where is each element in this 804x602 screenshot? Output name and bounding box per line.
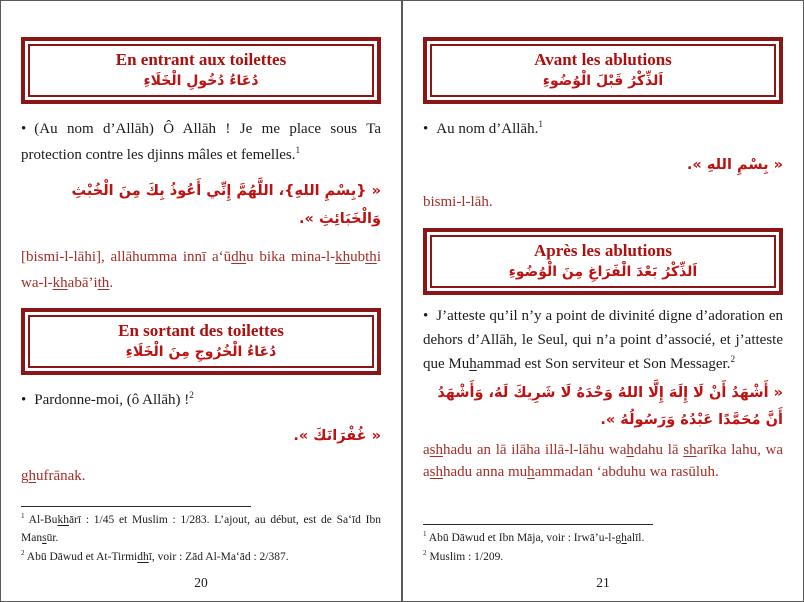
dua-translation-text: J’atteste qu’il n’y a point de divinité digne d’adoration en dehors d’Allāh, le Seul, qui n’a point d’associé, et j’atteste que Muhammad est Son serviteur et Son Messager.$^2$ — [423, 307, 783, 373]
dua-transliteration: ashhadu an lā ilāha illā-l-lāhu wahdahu lā sharīka lahu, wa ashhadu anna muhammadan ‘abduhu wa rasūluh. — [423, 441, 783, 481]
title-box-after-ablutions — [423, 228, 783, 295]
dua-translation-text: (Au nom d’Allāh) Ô Allāh ! Je me place sous Ta protection contre les djinns mâles et femelles.$^1$ — [21, 121, 381, 163]
title-box-inner-frame — [28, 315, 374, 368]
section-title-arabic: دُعَاءُ الْخُرُوجِ مِنَ الْخَلَاءِ — [125, 344, 277, 361]
bullet-icon: • — [423, 307, 429, 324]
title-box-before-ablutions — [423, 37, 783, 104]
footnote: $^1$ Al-Bukhārī : 1/45 et Muslim : 1/283. L’ajout, au début, est de Sa‘īd Ibn Mansūr. — [21, 512, 381, 544]
section-title-french: Avant les ablutions — [534, 50, 672, 69]
dua-arabic-text: « {بِسْمِ اللهِ}، اللَّهُمَّ إِنِّي أَعُوذُ بِكَ مِنَ الْخُبْثِ وَالْخَبَائِثِ ». — [71, 182, 381, 227]
title-box-inner-frame — [430, 44, 776, 97]
dua-translation-paragraph — [423, 304, 783, 377]
footnote: $^2$ Muslim : 1/209. — [423, 548, 504, 563]
bullet-icon: • — [423, 121, 429, 137]
dua-translation-text: Pardonne-moi, (ô Allāh) !$^2$ — [34, 391, 194, 409]
footnote-separator — [423, 524, 653, 525]
page-footer — [423, 524, 783, 592]
section-title-french: En sortant des toilettes — [118, 321, 284, 341]
section-title-french: Après les ablutions — [534, 240, 672, 260]
dua-arabic-text: « غُفْرَانَكَ ». — [293, 427, 381, 444]
dua-translation-paragraph — [21, 388, 381, 414]
title-box-leaving-toilets — [21, 308, 381, 375]
footnote-separator — [21, 506, 251, 507]
dua-transliteration: ghufrānak. — [21, 468, 86, 485]
dua-transliteration: bismi-l-lāh. — [423, 194, 493, 211]
section-title-arabic: دُعَاءُ دُخُولِ الْخَلَاءِ — [143, 73, 259, 89]
title-box-inner-frame — [28, 44, 374, 97]
dua-translation-paragraph — [423, 117, 783, 143]
bullet-icon: • — [21, 392, 27, 409]
bullet-icon: • — [21, 121, 27, 137]
dua-translation-text: Au nom d’Allāh.$^1$ — [436, 120, 543, 137]
page-number: 21 — [596, 575, 610, 590]
section-title-arabic: اَلذِّكْرُ بَعْدَ الْفَرَاغِ مِنَ الْوُضُوءِ — [508, 263, 698, 280]
dua-translation-paragraph — [21, 117, 381, 169]
page-right — [402, 0, 804, 602]
page-footer — [21, 506, 381, 591]
section-title-french: En entrant aux toilettes — [115, 50, 287, 69]
title-box-inner-frame — [430, 235, 776, 288]
dua-arabic-text: « بِسْمِ اللهِ ». — [686, 156, 783, 173]
page-number: 20 — [194, 575, 208, 590]
dua-transliteration: [bismi-l-lāhi], allāhumma innī a‘ūdhu bika mina-l-khubthi wa-l-khabā’ith. — [21, 249, 381, 291]
dua-arabic-text: « أَشْهَدُ أَنْ لَا إِلَهَ إِلَّا اللهُ وَحْدَهُ لَا شَرِيكَ لَهُ، وَأَشْهَدُ أَنَّ مُحَمَّدًا عَبْدُهُ وَرَسُولُهُ ». — [437, 384, 783, 428]
section-title-arabic: اَلذِّكْرُ قَبْلَ الْوُضُوءِ — [542, 73, 664, 89]
footnote: $^2$ Abū Dāwud et At-Tirmidhī, voir : Zād Al-Ma‘ād : 2/387. — [21, 548, 289, 563]
title-box-entering-toilets — [21, 37, 381, 104]
footnote: $^1$ Abū Dāwud et Ibn Māja, voir : Irwā’u-l-ghalīl. — [423, 529, 645, 544]
